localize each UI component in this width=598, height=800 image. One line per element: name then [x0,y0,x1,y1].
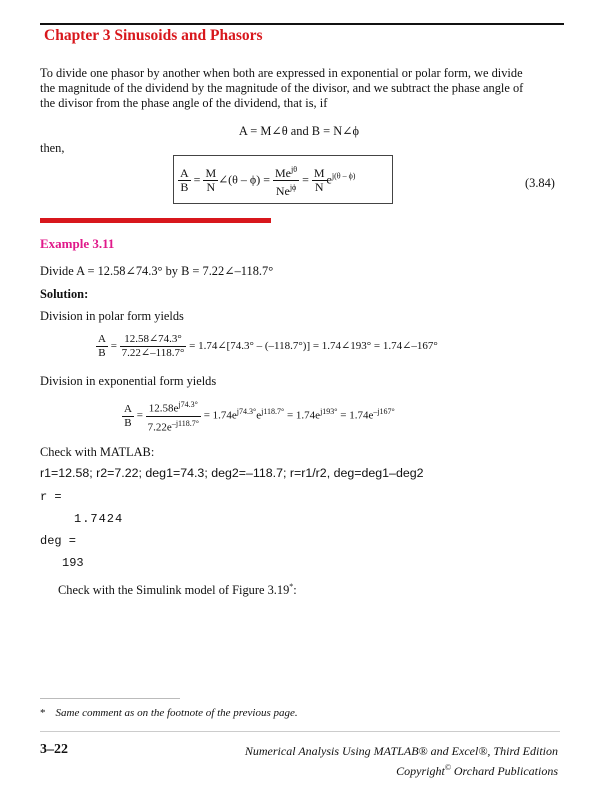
matlab-output-r-label: r = [40,490,62,504]
solution-label: Solution: [40,287,89,301]
footnote: * Same comment as on the footnote of the previous page. [40,707,298,719]
fraction: $\frac{12.58e^{j74.3^\circ}}{7.22e^{-j118.7^\circ}}$ [147,400,199,434]
then-label: then, [40,141,65,155]
simulink-check-text: Check with the Simulink model of Figure 3.19*: [58,582,297,598]
intro-line: the magnitude of the dividend by the magnitude of the divisor, and we subtract the phase angle of [40,81,524,95]
intro-line: To divide one phasor by another when both are expressed in exponential or polar form, we divide [40,66,523,80]
fraction: $\frac{12.58\angle 74.3^\circ}{7.22\angle-118.7^\circ}$ [121,333,185,359]
intro-paragraph [40,66,564,111]
example-problem: Divide A = 12.58∠74.3° by B = 7.22∠–118.7° [40,264,274,278]
fraction: $\frac{M}{N}$ [205,166,217,194]
chapter-title: Chapter 3 Sinusoids and Phasors [44,27,263,44]
matlab-command: r1=12.58; r2=7.22; deg1=74.3; deg2=–118.7; r=r1/r2, deg=deg1–deg2 [40,466,424,480]
page-number: 3–22 [40,742,68,757]
header-rule [40,23,564,25]
fraction: $\frac{Me^{j\theta}}{Ne^{j\phi}}$ [275,165,298,198]
exponential-intro: Division in exponential form yields [40,374,217,388]
definition-equation: A = M∠θ and B = N∠ϕ [238,124,360,138]
fraction: $\frac{A}{B}$ [124,402,132,429]
footnote-rule [40,698,180,699]
matlab-output-deg-label: deg = [40,534,77,548]
matlab-intro: Check with MATLAB: [40,445,155,459]
exponential-division-equation: $\frac{A}{B}$ = $\frac{12.58e^{j74.3^\circ}}{7.22e^{-j118.7^\circ}}$ = $1.74e^{j74.3^\circ}e^{j118.7^\circ} = 1.74e^{j193^\circ} = 1.74e^{-j167^\circ}$ [124,400,395,434]
copyright-line: Copyright© Orchard Publications [396,763,558,778]
section-divider [40,218,271,223]
matlab-output-r-value: 1.7424 [74,512,124,526]
equation-3-84: $\frac{A}{B}$ = $\frac{M}{N}$ ∠(θ – ϕ) = $\frac{Me^{j\theta}}{Ne^{j\phi}}$ = $\frac{M}{N}$ $e^{j(\theta - \phi)}$ [180,165,356,198]
book-title: Numerical Analysis Using MATLAB® and Excel®, Third Edition [244,744,558,758]
footer-rule [40,731,560,732]
equation-number: (3.84) [525,176,555,190]
example-title: Example 3.11 [40,236,115,251]
fraction: $\frac{A}{B}$ [180,166,189,194]
intro-line: the divisor from the phase angle of the dividend, that is, if [40,96,328,110]
polar-division-equation: $\frac{A}{B}$ = $\frac{12.58\angle 74.3^\circ}{7.22\angle-118.7^\circ}$ = 1.74∠[74.3° – (–118.7°)] = 1.74∠193° = 1.74∠–167° [98,333,438,359]
fraction: $\frac{A}{B}$ [98,333,106,359]
matlab-output-deg-value: 193 [62,556,84,570]
fraction: $\frac{M}{N}$ [313,166,325,194]
polar-intro: Division in polar form yields [40,309,184,323]
